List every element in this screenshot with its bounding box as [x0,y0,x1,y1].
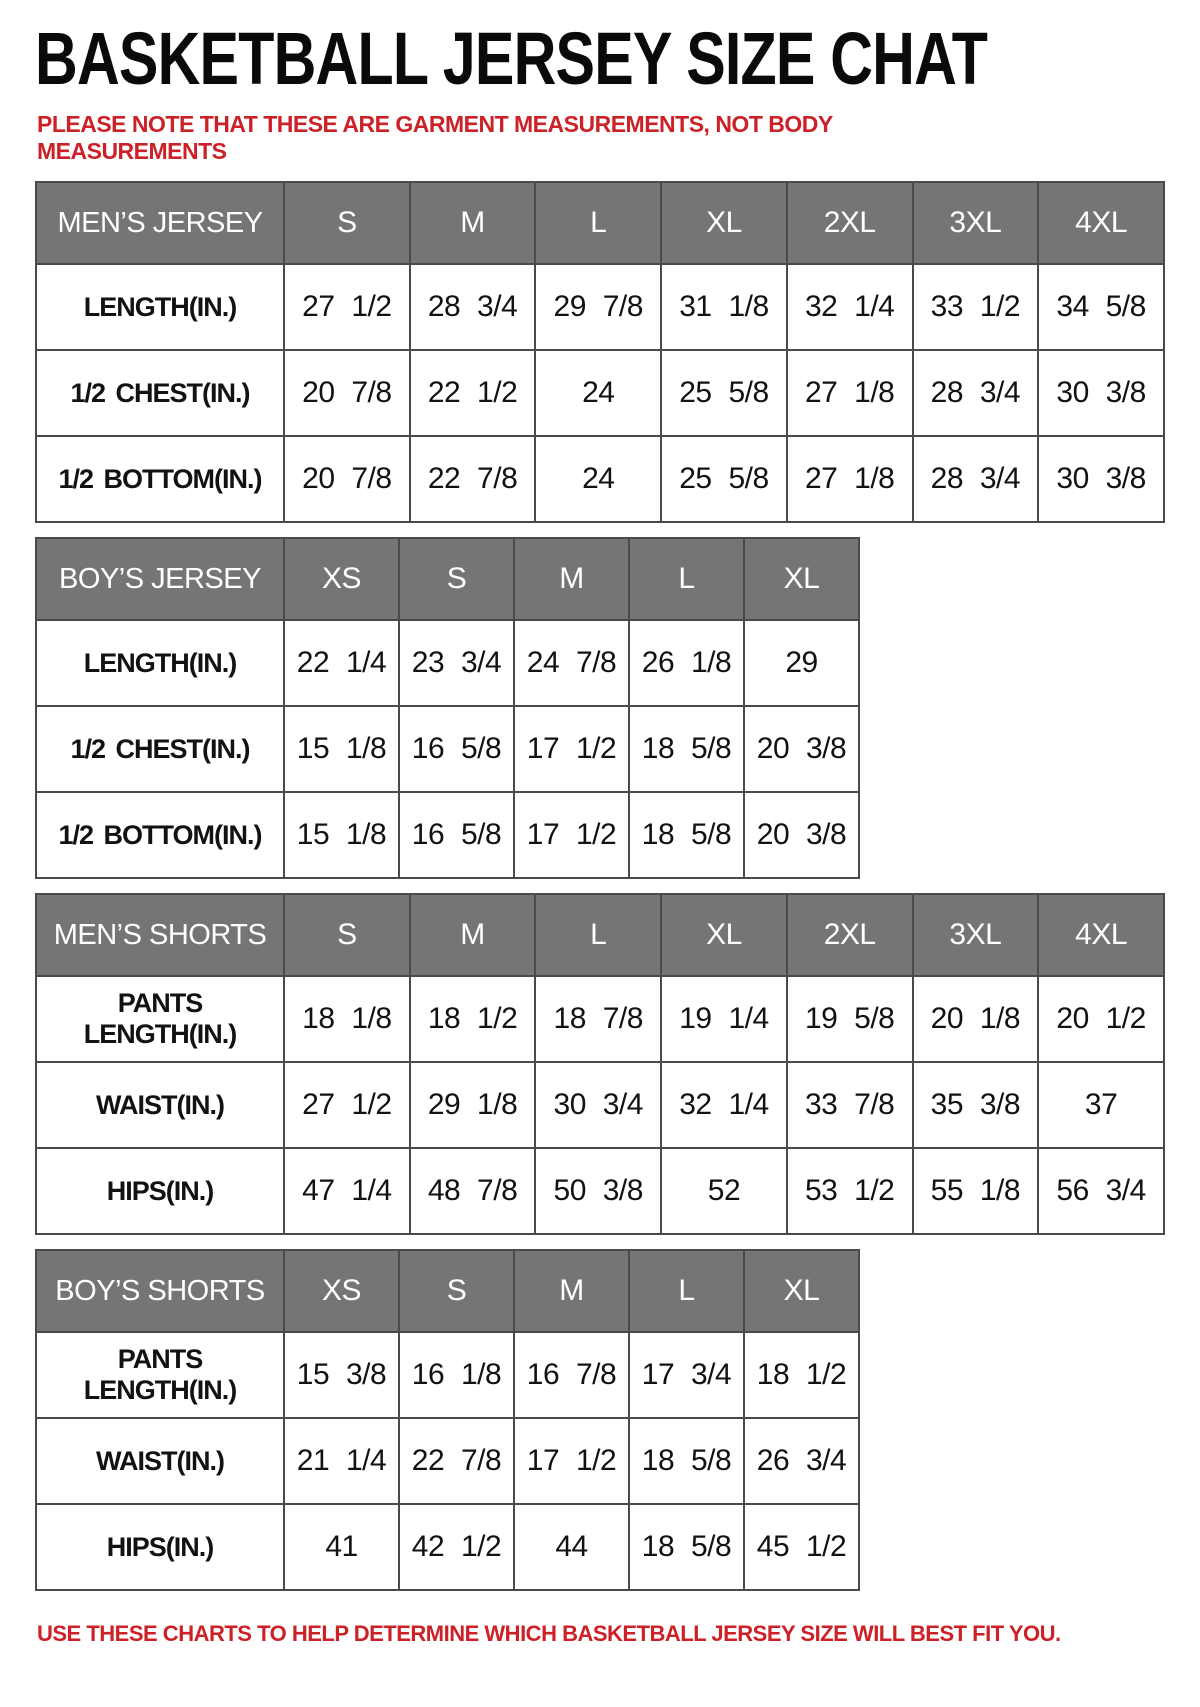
table-title-cell: BOY’S SHORTS [36,1250,284,1332]
measurement-label-cell: WAIST(IN.) [36,1062,284,1148]
measurement-value-cell: 20 3/8 [744,706,859,792]
measurement-value-cell: 18 5/8 [629,1418,744,1504]
size-column-header: M [514,1250,629,1332]
mens-shorts-table [35,893,1165,1235]
size-column-header: 3XL [913,894,1039,976]
table-title-cell: MEN’S JERSEY [36,182,284,264]
measurement-value-cell: 24 [535,350,661,436]
measurement-value-cell: 50 3/8 [535,1148,661,1234]
measurement-value-cell: 27 1/2 [284,264,410,350]
measurement-row [36,350,1164,436]
measurement-value-cell: 17 1/2 [514,792,629,878]
measurement-row [36,1332,859,1418]
measurement-value-cell: 48 7/8 [410,1148,536,1234]
size-column-header: L [535,182,661,264]
measurement-row [36,1062,1164,1148]
size-column-header: XS [284,538,399,620]
measurement-label-cell: PANTS LENGTH(IN.) [36,976,284,1062]
size-column-header: XL [661,182,787,264]
measurement-value-cell: 34 5/8 [1038,264,1164,350]
measurement-value-cell: 30 3/8 [1038,436,1164,522]
measurement-value-cell: 27 1/8 [787,436,913,522]
measurement-label-cell: LENGTH(IN.) [36,620,284,706]
measurement-value-cell: 35 3/8 [913,1062,1039,1148]
size-column-header: S [399,538,514,620]
measurement-value-cell: 20 7/8 [284,350,410,436]
measurement-value-cell: 33 1/2 [913,264,1039,350]
measurement-label-cell: PANTS LENGTH(IN.) [36,1332,284,1418]
measurement-value-cell: 18 1/8 [284,976,410,1062]
garment-measurement-note: PLEASE NOTE THAT THESE ARE GARMENT MEASUREMENTS, NOT BODY MEASUREMENTS [37,111,833,165]
measurement-value-cell: 42 1/2 [399,1504,514,1590]
measurement-value-cell: 28 3/4 [913,436,1039,522]
measurement-value-cell: 25 5/8 [661,436,787,522]
boys-jersey-table [35,537,860,879]
size-column-header: XL [744,1250,859,1332]
measurement-row [36,1148,1164,1234]
measurement-value-cell: 26 1/8 [629,620,744,706]
measurement-value-cell: 27 1/2 [284,1062,410,1148]
measurement-value-cell: 20 1/2 [1038,976,1164,1062]
measurement-value-cell: 21 1/4 [284,1418,399,1504]
measurement-value-cell: 56 3/4 [1038,1148,1164,1234]
size-column-header: M [410,182,536,264]
measurement-value-cell: 55 1/8 [913,1148,1039,1234]
size-header-row [36,894,1164,976]
measurement-value-cell: 15 3/8 [284,1332,399,1418]
measurement-value-cell: 29 7/8 [535,264,661,350]
measurement-value-cell: 16 5/8 [399,792,514,878]
measurement-value-cell: 27 1/8 [787,350,913,436]
size-column-header: S [399,1250,514,1332]
measurement-value-cell: 20 1/8 [913,976,1039,1062]
measurement-value-cell: 17 3/4 [629,1332,744,1418]
measurement-label-cell: HIPS(IN.) [36,1504,284,1590]
measurement-value-cell: 24 7/8 [514,620,629,706]
size-header-row [36,182,1164,264]
fit-advice-note: USE THESE CHARTS TO HELP DETERMINE WHICH BASKETBALL JERSEY SIZE WILL BEST FIT YOU. [37,1621,1061,1647]
measurement-row [36,264,1164,350]
size-column-header: L [629,538,744,620]
measurement-value-cell: 37 [1038,1062,1164,1148]
size-column-header: M [514,538,629,620]
measurement-label-cell: 1/2 CHEST(IN.) [36,350,284,436]
boys-shorts-table [35,1249,860,1591]
size-column-header: M [410,894,536,976]
measurement-value-cell: 22 7/8 [399,1418,514,1504]
measurement-row [36,1418,859,1504]
measurement-value-cell: 16 7/8 [514,1332,629,1418]
size-column-header: XS [284,1250,399,1332]
measurement-row [36,706,859,792]
size-column-header: L [629,1250,744,1332]
measurement-value-cell: 18 5/8 [629,1504,744,1590]
measurement-value-cell: 29 [744,620,859,706]
measurement-label-cell: LENGTH(IN.) [36,264,284,350]
measurement-value-cell: 25 5/8 [661,350,787,436]
size-column-header: 4XL [1038,894,1164,976]
measurement-value-cell: 29 1/8 [410,1062,536,1148]
measurement-value-cell: 41 [284,1504,399,1590]
size-column-header: XL [661,894,787,976]
measurement-value-cell: 18 1/2 [410,976,536,1062]
measurement-value-cell: 32 1/4 [661,1062,787,1148]
measurement-value-cell: 26 3/4 [744,1418,859,1504]
measurement-value-cell: 17 1/2 [514,1418,629,1504]
measurement-label-cell: 1/2 CHEST(IN.) [36,706,284,792]
boys-jersey-table-slot [35,537,1165,879]
measurement-value-cell: 20 3/8 [744,792,859,878]
measurement-value-cell: 53 1/2 [787,1148,913,1234]
measurement-value-cell: 30 3/4 [535,1062,661,1148]
table-title-cell: MEN’S SHORTS [36,894,284,976]
measurement-value-cell: 45 1/2 [744,1504,859,1590]
measurement-value-cell: 22 1/4 [284,620,399,706]
measurement-row [36,976,1164,1062]
table-title-cell: BOY’S JERSEY [36,538,284,620]
size-column-header: L [535,894,661,976]
boys-shorts-table-slot [35,1249,1165,1591]
measurement-row [36,1504,859,1590]
measurement-label-cell: WAIST(IN.) [36,1418,284,1504]
mens-jersey-table-slot [35,181,1165,523]
measurement-value-cell: 32 1/4 [787,264,913,350]
size-column-header: 2XL [787,182,913,264]
measurement-value-cell: 30 3/8 [1038,350,1164,436]
measurement-value-cell: 20 7/8 [284,436,410,522]
size-column-header: S [284,894,410,976]
measurement-value-cell: 22 1/2 [410,350,536,436]
measurement-value-cell: 44 [514,1504,629,1590]
measurement-row [36,436,1164,522]
measurement-label-cell: HIPS(IN.) [36,1148,284,1234]
size-column-header: XL [744,538,859,620]
measurement-value-cell: 22 7/8 [410,436,536,522]
size-column-header: 2XL [787,894,913,976]
measurement-value-cell: 23 3/4 [399,620,514,706]
measurement-value-cell: 16 1/8 [399,1332,514,1418]
size-column-header: 3XL [913,182,1039,264]
measurement-value-cell: 18 1/2 [744,1332,859,1418]
measurement-value-cell: 28 3/4 [913,350,1039,436]
measurement-value-cell: 15 1/8 [284,706,399,792]
measurement-row [36,792,859,878]
measurement-value-cell: 33 7/8 [787,1062,913,1148]
measurement-value-cell: 17 1/2 [514,706,629,792]
measurement-value-cell: 18 7/8 [535,976,661,1062]
measurement-label-cell: 1/2 BOTTOM(IN.) [36,792,284,878]
measurement-value-cell: 15 1/8 [284,792,399,878]
measurement-value-cell: 18 5/8 [629,792,744,878]
measurement-value-cell: 52 [661,1148,787,1234]
size-column-header: 4XL [1038,182,1164,264]
measurement-row [36,620,859,706]
measurement-value-cell: 28 3/4 [410,264,536,350]
measurement-value-cell: 19 5/8 [787,976,913,1062]
measurement-value-cell: 31 1/8 [661,264,787,350]
page-title: BASKETBALL JERSEY SIZE CHAT [35,17,988,100]
size-column-header: S [284,182,410,264]
measurement-value-cell: 18 5/8 [629,706,744,792]
size-header-row [36,1250,859,1332]
measurement-label-cell: 1/2 BOTTOM(IN.) [36,436,284,522]
measurement-value-cell: 47 1/4 [284,1148,410,1234]
measurement-value-cell: 19 1/4 [661,976,787,1062]
mens-shorts-table-slot [35,893,1165,1235]
mens-jersey-table [35,181,1165,523]
size-header-row [36,538,859,620]
measurement-value-cell: 24 [535,436,661,522]
measurement-value-cell: 16 5/8 [399,706,514,792]
